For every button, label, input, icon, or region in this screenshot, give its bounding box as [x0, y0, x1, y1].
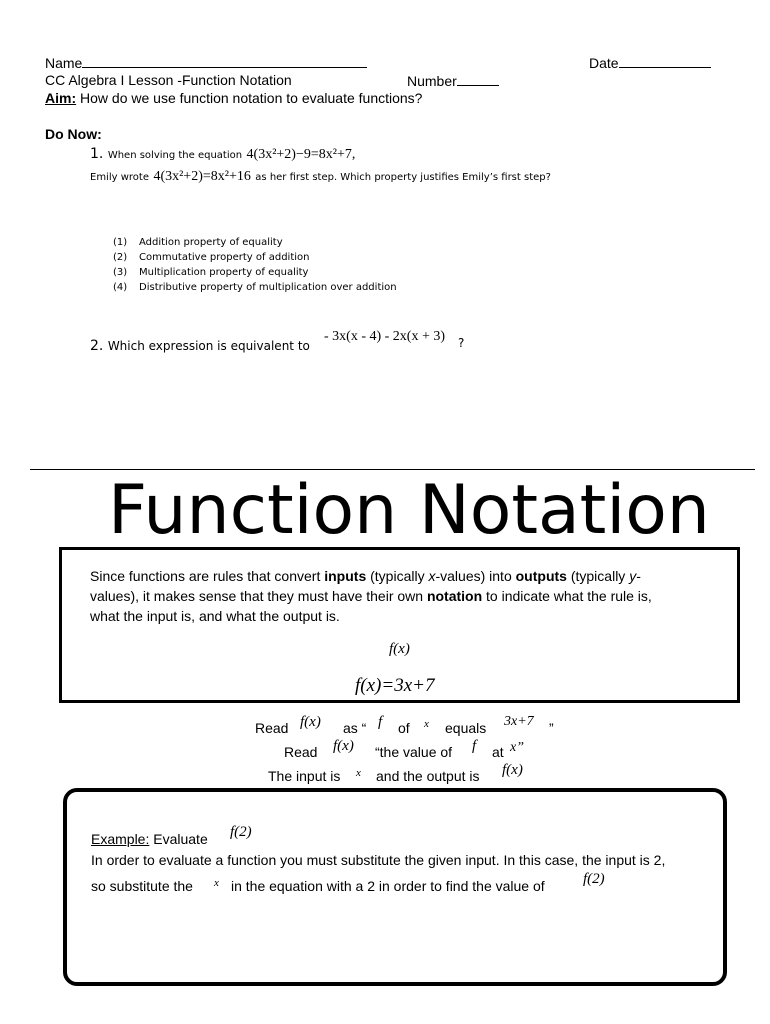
read-f-2: f — [472, 738, 477, 754]
name-field[interactable] — [45, 54, 367, 71]
aim-text: How do we use function notation to evaluate functions? — [76, 90, 423, 106]
input-output-text: The input is — [268, 768, 341, 784]
aim-label: Aim: — [45, 90, 77, 106]
read-at: at — [492, 744, 504, 760]
read-fx-2: f(x) — [333, 738, 354, 754]
example-rule: f(x)=3x+7 — [355, 675, 435, 696]
q1-line2-lead: Emily wrote — [90, 172, 149, 183]
intro-text: -values) into — [435, 568, 516, 584]
q2-question-mark: ? — [458, 336, 465, 350]
read-x: x — [424, 718, 429, 730]
intro-italic-x: x — [428, 568, 436, 584]
example-line-2: In order to evaluate a function you must substitute the given input. In this case, the input is 2, — [91, 852, 666, 868]
example-x: x — [214, 877, 219, 889]
name-blank[interactable] — [82, 54, 367, 68]
q1-option-4[interactable] — [113, 280, 397, 295]
q2-expression: - 3x(x - 4) - 2x(x + 3) — [324, 329, 446, 344]
read-label-2: Read — [284, 744, 318, 760]
example-heading — [91, 829, 208, 849]
notation-fx: f(x) — [389, 641, 410, 657]
intro-text: - — [636, 568, 641, 584]
output-text: and the output is — [376, 768, 480, 784]
read-x-2: x” — [510, 740, 524, 755]
aim-line — [45, 90, 422, 106]
read-of: of — [398, 720, 410, 736]
read-equals: equals — [445, 720, 487, 736]
example-label: Example: — [91, 831, 150, 847]
q2-lead: Which expression is equivalent to — [107, 339, 310, 353]
q1-lead: When solving the equation — [107, 150, 243, 161]
example-line-3b: in the equation with a 2 in order to find the value of — [231, 878, 545, 894]
section-divider — [30, 469, 755, 470]
read-as: as “ — [343, 720, 367, 736]
q1-number: 1. — [90, 146, 104, 162]
date-label: Date — [589, 55, 619, 71]
q1-first-step: 4(3x²+2)=8x²+16 — [153, 169, 251, 184]
intro-bold-inputs: inputs — [324, 568, 367, 584]
option-text: Multiplication property of equality — [139, 267, 309, 278]
intro-line-3: what the input is, and what the output is. — [90, 608, 340, 624]
q1-option-2[interactable] — [113, 250, 397, 265]
q1-option-3[interactable] — [113, 265, 397, 280]
output-fx: f(x) — [502, 762, 523, 778]
number-blank[interactable] — [457, 72, 499, 86]
option-number: (3) — [113, 267, 128, 278]
option-text: Addition property of equality — [139, 237, 283, 248]
number-field[interactable] — [407, 72, 499, 89]
intro-italic-y: y — [629, 568, 637, 584]
question-1-line2 — [90, 167, 551, 185]
example-target: f(2) — [230, 824, 252, 840]
question-2-line — [90, 337, 310, 355]
intro-line-1 — [90, 566, 641, 586]
option-number: (2) — [113, 252, 128, 263]
intro-line-2 — [90, 586, 652, 606]
do-now-title: Do Now: — [45, 126, 102, 142]
date-blank[interactable] — [619, 54, 711, 68]
intro-text: Since functions are rules that convert — [90, 568, 325, 584]
intro-bold-outputs: outputs — [515, 568, 567, 584]
q1-option-1[interactable] — [113, 235, 397, 250]
option-number: (4) — [113, 282, 128, 293]
question-1-line1 — [90, 145, 355, 163]
intro-text: values), it makes sense that they must have their own — [90, 588, 427, 604]
date-field[interactable] — [589, 54, 711, 71]
read-label-1: Read — [255, 720, 289, 736]
intro-text: (typically — [566, 568, 630, 584]
option-text: Commutative property of addition — [139, 252, 310, 263]
read-fx-1: f(x) — [300, 714, 321, 730]
option-text: Distributive property of multiplication over addition — [139, 282, 397, 293]
read-close-quote: ” — [549, 720, 554, 736]
name-label: Name — [45, 55, 83, 71]
example-evaluate: Evaluate — [149, 831, 208, 847]
number-label: Number — [407, 73, 457, 89]
intro-bold-notation: notation — [426, 588, 483, 604]
read-value-of: “the value of — [375, 744, 453, 760]
option-number: (1) — [113, 237, 128, 248]
q1-equation: 4(3x²+2)−9=8x²+7, — [246, 147, 356, 162]
example-target-2: f(2) — [583, 871, 605, 887]
example-line-3a: so substitute the — [91, 878, 193, 894]
q1-options — [113, 235, 397, 295]
read-f: f — [378, 714, 383, 730]
intro-text: to indicate what the rule is, — [482, 588, 652, 604]
input-x: x — [356, 767, 361, 779]
read-expression: 3x+7 — [504, 714, 534, 729]
q1-line2-tail: as her first step. Which property justifies Emily’s first step? — [255, 172, 551, 183]
section-title: Function Notation — [108, 471, 710, 550]
course-title: CC Algebra I Lesson -Function Notation — [45, 72, 292, 88]
q2-number: 2. — [90, 338, 104, 354]
intro-text: (typically — [366, 568, 429, 584]
